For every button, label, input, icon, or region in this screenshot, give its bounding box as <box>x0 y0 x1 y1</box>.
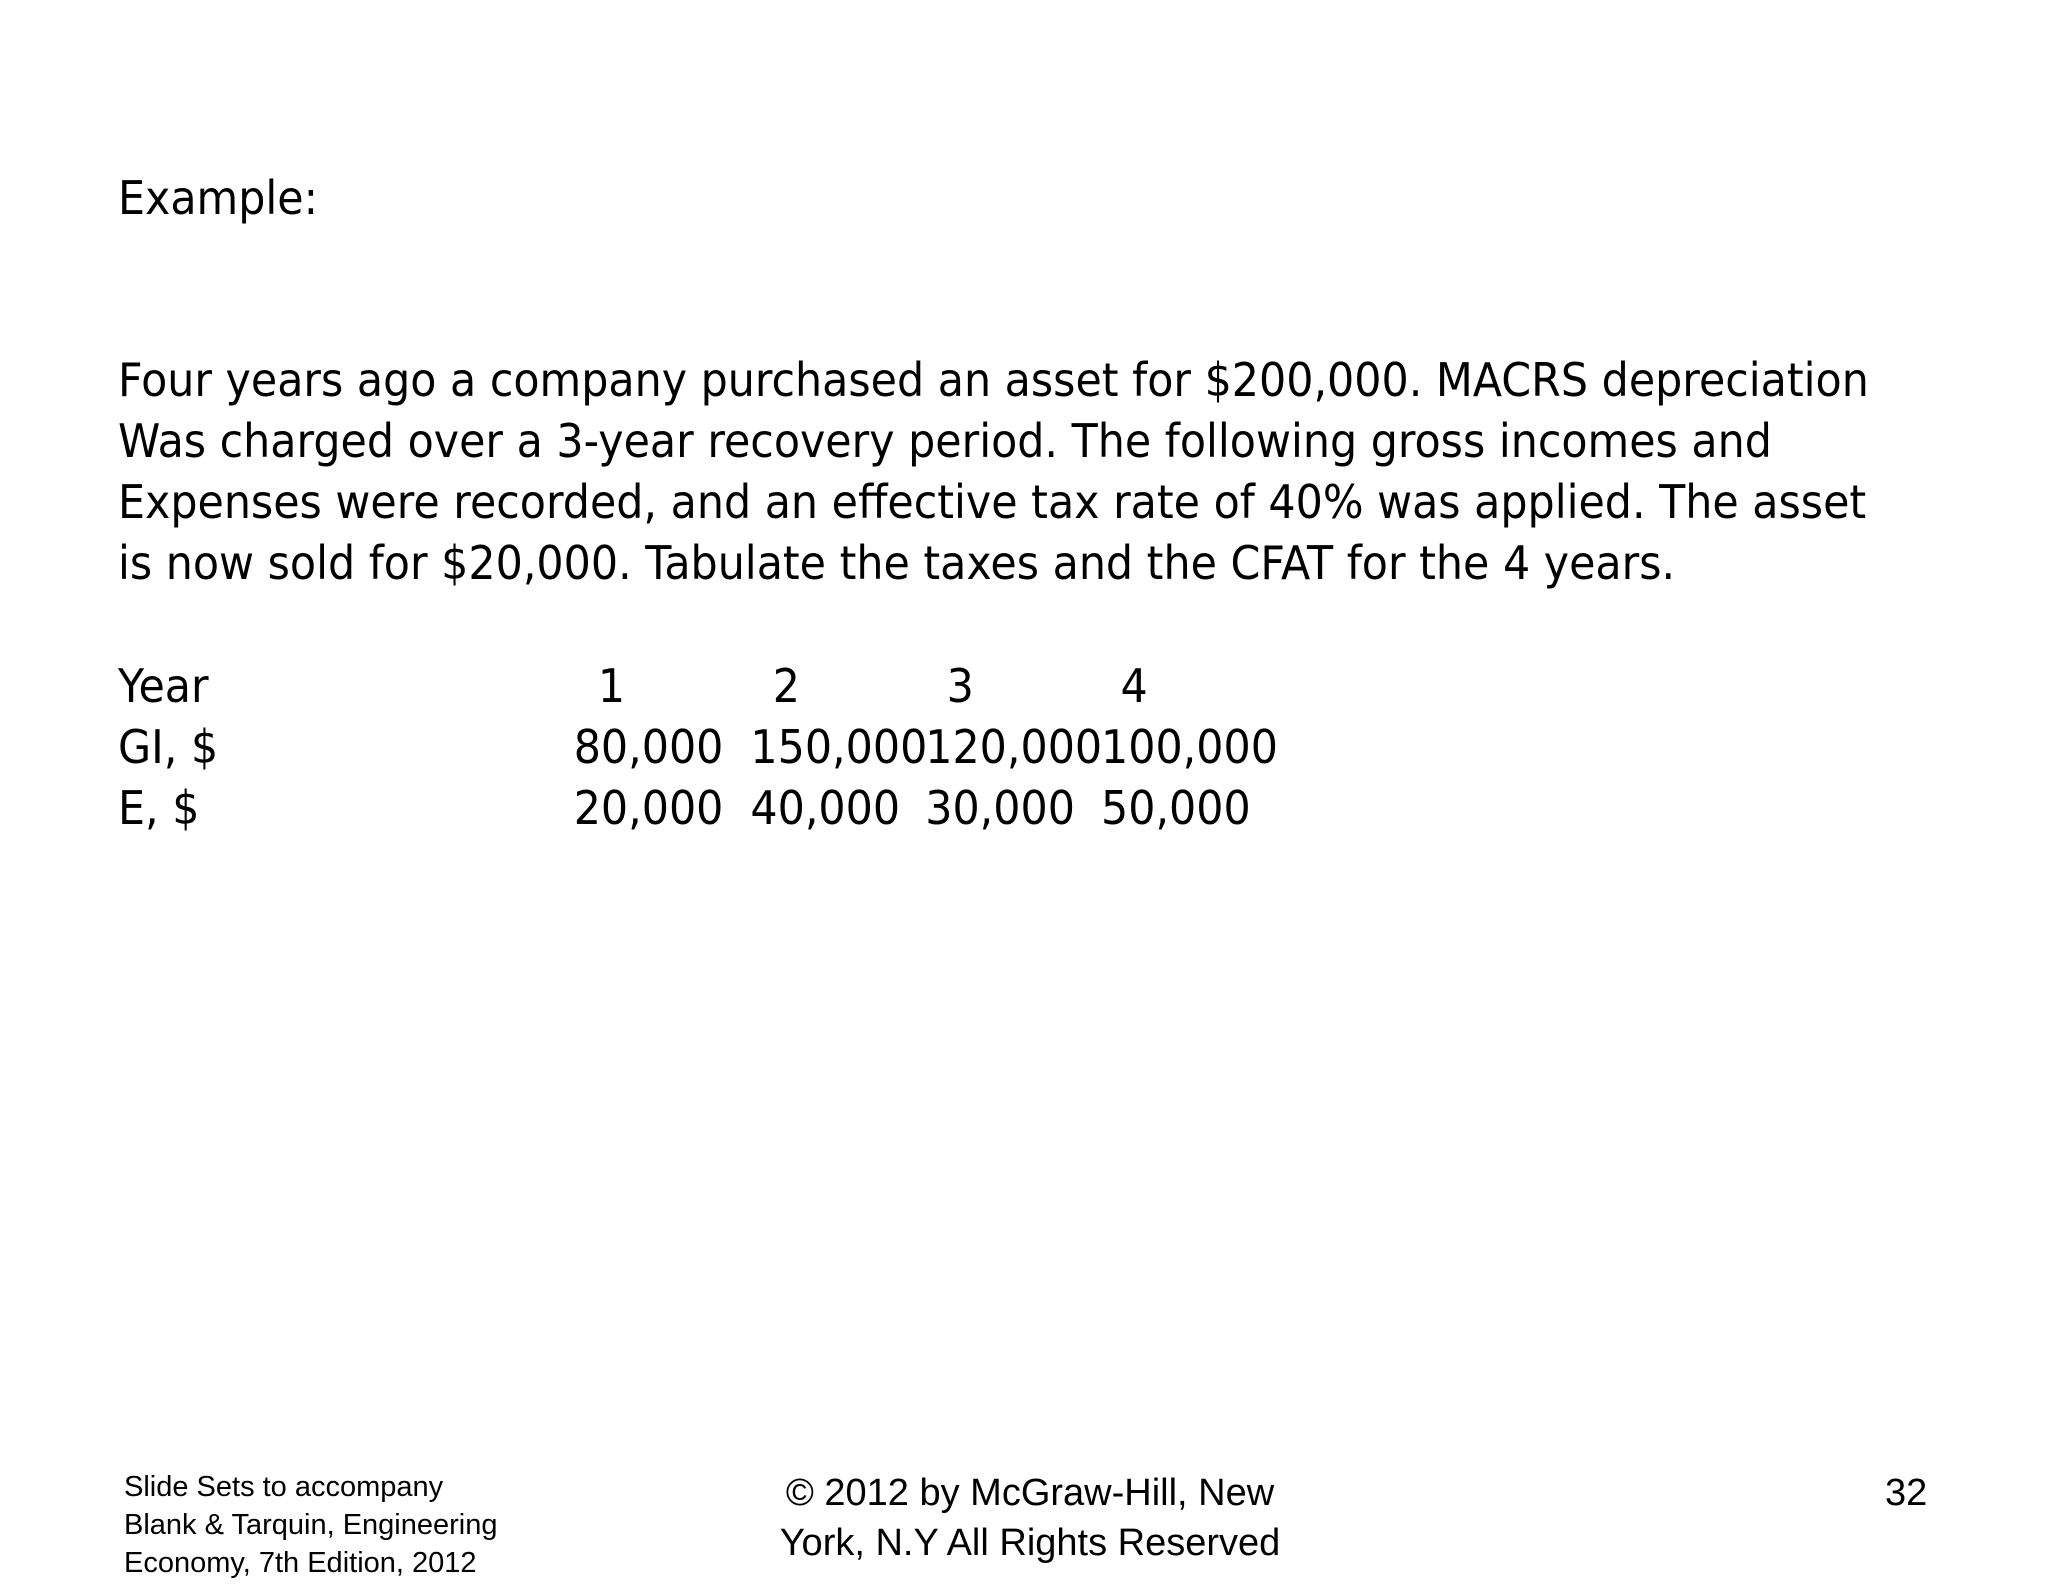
problem-line: Four years ago a company purchased an asset for $200,000. MACRS depreciation <box>118 353 1869 407</box>
slide-heading: Example: <box>118 171 319 225</box>
table-cell: 50,000 <box>1101 781 1251 835</box>
year-cell: 4 <box>1120 659 1148 713</box>
problem-line: is now sold for $20,000. Tabulate the taxes and the CFAT for the 4 years. <box>118 536 1676 590</box>
footer-source <box>124 1468 498 1582</box>
problem-statement <box>118 350 1922 594</box>
footer-source-line: Economy, 7th Edition, 2012 <box>124 1547 477 1579</box>
table-cell: 150,000 <box>750 720 928 774</box>
table-cell: 120,000 <box>925 720 1103 774</box>
footer-source-line: Slide Sets to accompany <box>124 1471 444 1503</box>
page-number: 32 <box>1885 1472 1928 1514</box>
footer-source-line: Blank & Tarquin, Engineering <box>124 1509 498 1541</box>
table-cell: 100,000 <box>1101 720 1278 774</box>
year-cell: 3 <box>946 659 974 713</box>
row-label: E, $ <box>118 781 200 835</box>
row-label: GI, $ <box>118 720 219 774</box>
problem-line: Expenses were recorded, and an effective tax rate of 40% was applied. The asset <box>118 475 1867 529</box>
year-cell: 2 <box>772 659 800 713</box>
table-cell: 30,000 <box>925 781 1075 835</box>
year-cell: 1 <box>597 659 626 713</box>
table-cell: 40,000 <box>750 781 901 835</box>
footer-copyright <box>620 1468 1440 1568</box>
table-cell: 80,000 <box>573 720 724 774</box>
table-cell: 20,000 <box>573 781 724 835</box>
problem-line: Was charged over a 3-year recovery period. The following gross incomes and <box>118 414 1772 468</box>
footer-copyright-line: © 2012 by McGraw-Hill, New <box>785 1472 1275 1514</box>
footer-copyright-line: York, N.Y All Rights Reserved <box>779 1522 1281 1564</box>
year-label: Year <box>118 659 209 713</box>
